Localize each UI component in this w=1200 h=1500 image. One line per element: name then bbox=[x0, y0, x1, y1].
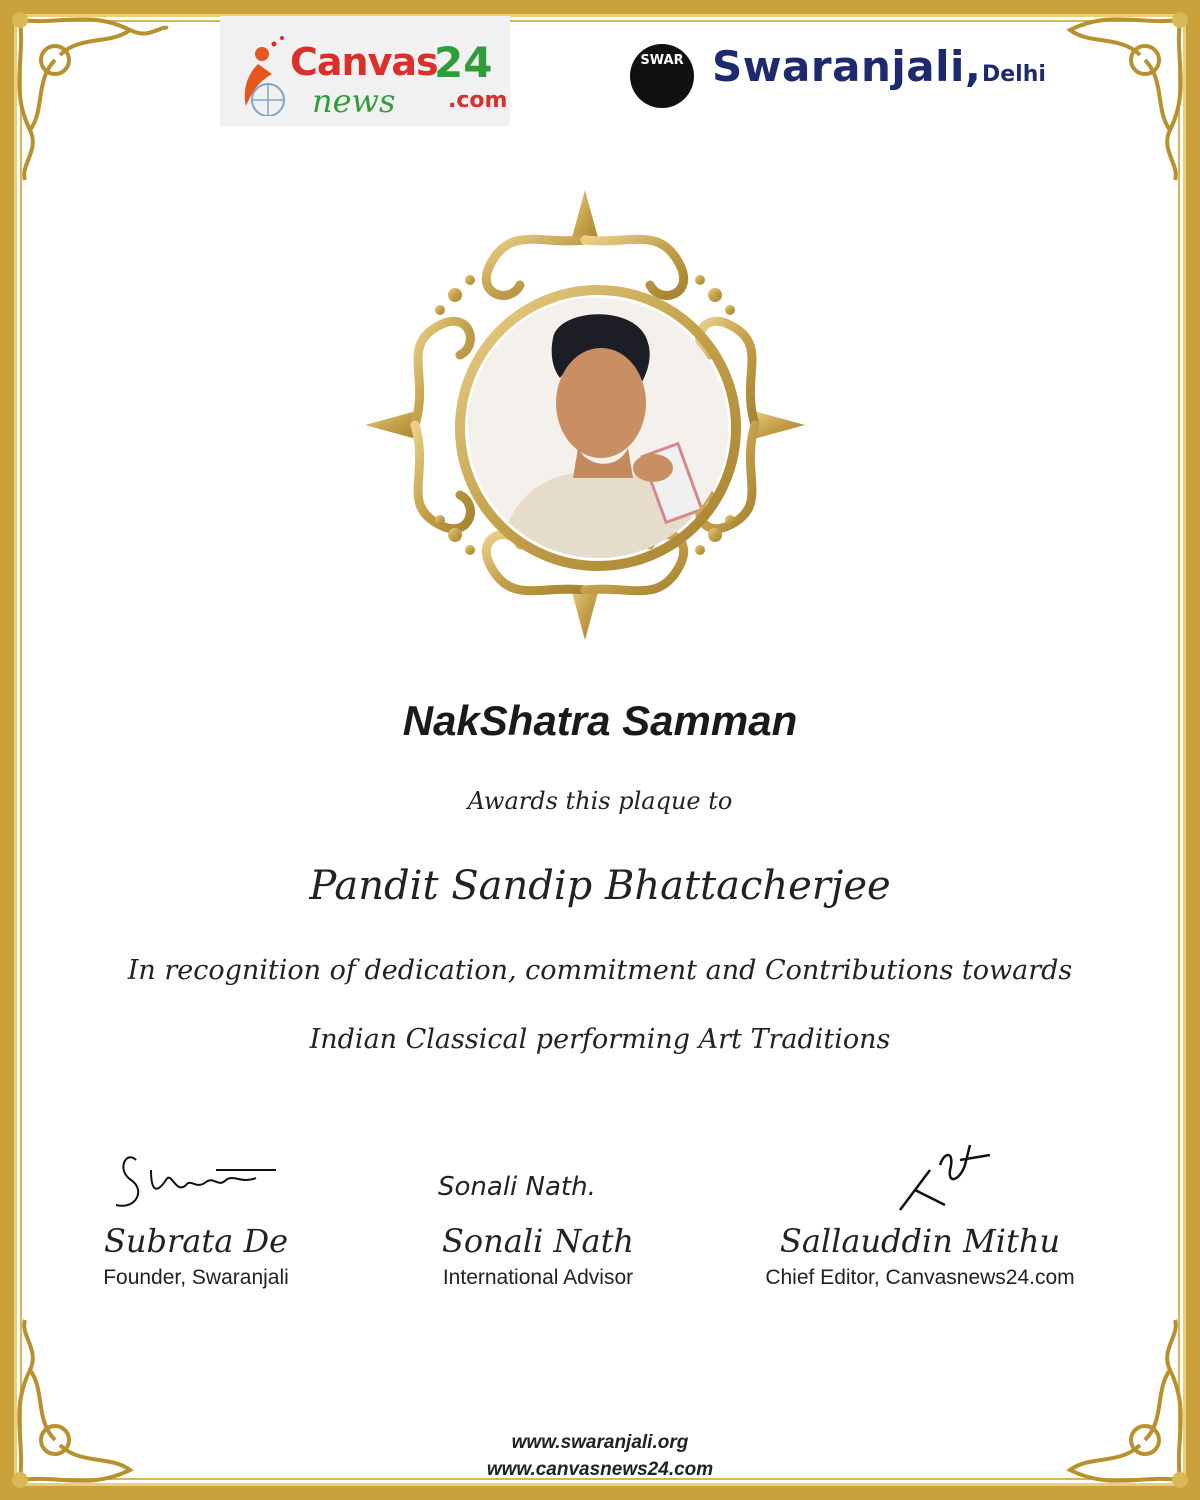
logo-canvas-word: Canvas bbox=[290, 40, 438, 84]
signatory-name: Sonali Nath bbox=[441, 1222, 635, 1260]
recognition-line-1: In recognition of dedication, commitment and Contributions towards bbox=[127, 955, 1073, 986]
signatory-block-2 bbox=[348, 1140, 728, 1290]
handwritten-signature bbox=[96, 1140, 296, 1220]
award-title: NakShatra Samman bbox=[402, 697, 798, 744]
recipient-photo bbox=[468, 298, 728, 558]
swaranjali-title: Swaranjali, bbox=[712, 42, 982, 91]
corner-ornament-top-left bbox=[0, 0, 170, 190]
logo-dotcom: .com bbox=[448, 88, 508, 113]
logo-canvas-number: 24 bbox=[434, 38, 493, 87]
swar-badge-icon: SWAR bbox=[630, 44, 694, 108]
swaranjali-city: Delhi bbox=[982, 62, 1046, 87]
canvasnews24-logo bbox=[220, 16, 510, 126]
handwritten-signature bbox=[820, 1140, 1020, 1220]
signatory-name: Subrata De bbox=[103, 1222, 289, 1260]
signatory-name: Sallauddin Mithu bbox=[779, 1222, 1061, 1260]
signatory-role: Founder, Swaranjali bbox=[103, 1266, 289, 1289]
logo-news-word: news bbox=[312, 82, 396, 120]
awards-line: Awards this plaque to bbox=[467, 787, 733, 815]
signatory-block-1 bbox=[6, 1140, 386, 1290]
recognition-line-2: Indian Classical performing Art Traditions bbox=[309, 1024, 891, 1055]
footer-url-swaranjali: www.swaranjali.org bbox=[511, 1432, 689, 1453]
swaranjali-logo bbox=[630, 40, 1070, 110]
person-swoosh-icon bbox=[228, 34, 290, 116]
handwritten-signature bbox=[418, 1140, 658, 1220]
footer-url-canvasnews: www.canvasnews24.com bbox=[486, 1459, 714, 1480]
signatory-role: International Advisor bbox=[442, 1266, 634, 1289]
signatory-role: Chief Editor, Canvasnews24.com bbox=[765, 1266, 1075, 1289]
recipient-name: Pandit Sandip Bhattacherjee bbox=[309, 863, 891, 909]
signatory-block-3 bbox=[730, 1140, 1110, 1290]
svg-text:Sonali Nath.: Sonali Nath. bbox=[438, 1172, 596, 1202]
